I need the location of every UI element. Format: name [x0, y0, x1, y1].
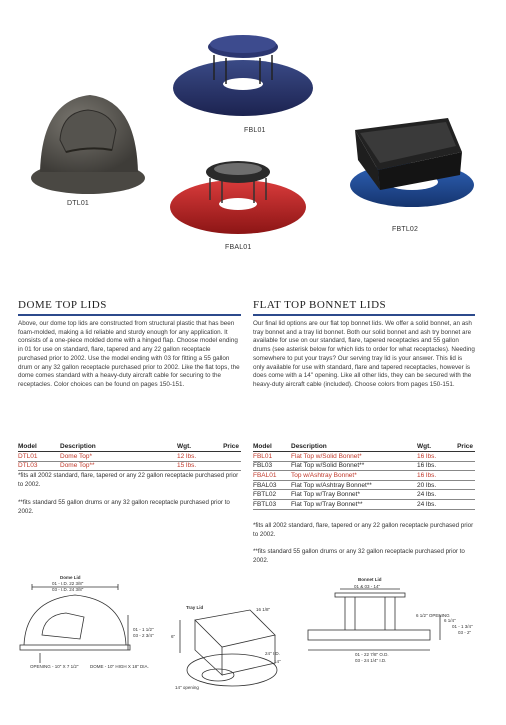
- price-cell: [449, 490, 475, 500]
- bonnet-drawing-opening: 6 1/2" OPENING: [416, 613, 450, 618]
- table-row: [253, 499, 475, 509]
- tray-drawing-opening: 14" opening: [175, 685, 199, 690]
- dome-drawing-opening: OPENING - 10" X 7 1/2": [30, 664, 79, 669]
- description-cell: Flat Top w/Tray Bonnet**: [291, 499, 417, 509]
- caption-fbal01: FBAL01: [225, 244, 252, 251]
- dome-drawing-height-03: 03 - 2 3/4": [133, 633, 154, 638]
- price-cell: [213, 461, 241, 471]
- col-price: Price: [449, 443, 475, 452]
- tray-drawing-title: Tray Lid: [186, 605, 204, 610]
- model-cell: FBAL01: [253, 471, 291, 481]
- flat-note-1: *fits all 2002 standard, flare, tapered or any 22 gallon receptacle purchased prior to 2002.: [253, 522, 474, 538]
- dome-table-header: [18, 443, 241, 452]
- flat-description: Our final lid options are our flat top bonnet lids. We offer a solid bonnet, an ash tray bonnet and a tray lid bonnet. Both our solid bonnet and ash try bonnet are available for use on our standard, flare, tapered receptacles and 55 gallon drums (see asterisk below for which lids to order for what receptacles). Needing somewhere to put your trays? Our serving tray lid is your answer. This lid is only available for use with standard, flare and tapered receptacles, however is does come with a 14" opening. Like all other lids, they can be secured with the heavy-duty aircraft cable (included). Choose colors from pages 150-151.: [253, 320, 475, 388]
- description-cell: Flat Top w/Solid Bonnet**: [291, 461, 417, 471]
- col-weight: Wgt.: [417, 443, 449, 452]
- tray-lid-drawing: [180, 610, 277, 686]
- bonnet-drawing-side: 6 1/4": [444, 618, 456, 623]
- solid-bonnet-lid-photo: [173, 35, 313, 116]
- price-cell: [449, 452, 475, 462]
- model-cell: FBL01: [253, 452, 291, 462]
- dome-spec-table: [18, 443, 241, 471]
- model-cell: DTL03: [18, 461, 60, 471]
- dome-section-title: DOME TOP LIDS: [18, 299, 107, 311]
- bonnet-lid-drawing: [308, 589, 440, 650]
- model-cell: DTL01: [18, 452, 60, 462]
- model-cell: FBTL03: [253, 499, 291, 509]
- dome-description: Above, our dome top lids are constructed from structural plastic that has been foam-molded, making a lid reliable and sturdy enough for any application. It consists of a one-piece molded dome with a hinged flap. Choose model ending in 01 for use on standard, flare, tapered and any 22 gallon receptacle purchased prior to 2002. Use the model ending with 03 for fitting a 55 gallon drum or any 32 gallon receptacle purchased prior to 2002. Like the flat tops, the dome comes standard with a heavy-duty aircraft cable for securing to the receptacles. Color choices can be found on pages 150-151.: [18, 320, 240, 388]
- price-cell: [449, 480, 475, 490]
- model-cell: FBAL03: [253, 480, 291, 490]
- bonnet-drawing-title: Bonnet Lid: [358, 577, 382, 582]
- col-model: Model: [253, 443, 291, 452]
- flat-spec-table: [253, 443, 475, 510]
- caption-fbl01: FBL01: [244, 127, 266, 134]
- table-row: [253, 461, 475, 471]
- weight-cell: 16 lbs.: [417, 461, 449, 471]
- weight-cell: 16 lbs.: [417, 471, 449, 481]
- price-cell: [449, 461, 475, 471]
- weight-cell: 24 lbs.: [417, 490, 449, 500]
- weight-cell: 24 lbs.: [417, 499, 449, 509]
- ashtray-bonnet-lid-photo: [170, 161, 306, 234]
- table-row: [253, 471, 475, 481]
- tray-drawing-height: 6": [171, 634, 176, 639]
- tray-drawing-width: 16 1/8": [256, 607, 271, 612]
- dome-drawing-title: Dome Lid: [60, 575, 81, 580]
- col-description: Description: [291, 443, 417, 452]
- flat-section-title: FLAT TOP BONNET LIDS: [253, 299, 387, 311]
- flat-table-header: [253, 443, 475, 452]
- price-cell: [213, 452, 241, 462]
- caption-fbtl02: FBTL02: [392, 226, 419, 233]
- bonnet-drawing-bottom-03: 03 - 24 1/4" I.D.: [355, 658, 387, 663]
- caption-dtl01: DTL01: [67, 200, 90, 207]
- col-price: Price: [213, 443, 241, 452]
- price-cell: [449, 471, 475, 481]
- description-cell: Dome Top*: [60, 452, 177, 462]
- table-row: [18, 461, 241, 471]
- dome-drawing-dim-03: 03 - I.D. 24 3/8": [52, 587, 84, 592]
- bonnet-drawing-height-03: 03 - 2": [458, 630, 472, 635]
- table-row: [18, 452, 241, 462]
- product-photos: [0, 0, 506, 290]
- description-cell: Flat Top w/Ashtray Bonnet**: [291, 480, 417, 490]
- dome-section-rule: [18, 314, 241, 316]
- description-cell: Dome Top**: [60, 461, 177, 471]
- dome-drawing-dim-01: 01 - I.D. 22 3/8": [52, 581, 84, 586]
- tray-drawing-diameter: 24" I.D.: [265, 651, 280, 656]
- model-cell: FBL03: [253, 461, 291, 471]
- description-cell: Flat Top w/Solid Bonnet*: [291, 452, 417, 462]
- col-weight: Wgt.: [177, 443, 213, 452]
- col-model: Model: [18, 443, 60, 452]
- weight-cell: 20 lbs.: [417, 480, 449, 490]
- model-cell: FBTL02: [253, 490, 291, 500]
- table-row: [253, 480, 475, 490]
- table-row: [253, 490, 475, 500]
- description-cell: Top w/Ashtray Bonnet*: [291, 471, 417, 481]
- weight-cell: 16 lbs.: [417, 452, 449, 462]
- dome-drawing-dome: DOME - 10" HIGH X 18" DIA.: [90, 664, 149, 669]
- price-cell: [449, 499, 475, 509]
- weight-cell: 15 lbs.: [177, 461, 213, 471]
- col-description: Description: [60, 443, 177, 452]
- flat-section-rule: [253, 314, 475, 316]
- tray-drawing-depth: 14": [274, 659, 281, 664]
- bonnet-drawing-bottom-01: 01 - 22 7/8" O.D.: [355, 652, 389, 657]
- dome-note-1: *fits all 2002 standard, flare, tapered or any 22 gallon receptacle purchased prior to 2002.: [18, 472, 239, 488]
- dome-lid-drawing: [20, 584, 130, 663]
- description-cell: Flat Top w/Tray Bonnet*: [291, 490, 417, 500]
- bonnet-drawing-top: 01 & 03 - 14": [354, 584, 381, 589]
- weight-cell: 12 lbs.: [177, 452, 213, 462]
- dome-drawing-height-01: 01 - 1 1/2": [133, 627, 154, 632]
- bonnet-drawing-height-01: 01 - 1 3/4": [452, 624, 473, 629]
- table-row: [253, 452, 475, 462]
- dome-note-2: **fits standard 55 gallon drums or any 32 gallon receptacle purchased prior to 2002.: [18, 499, 230, 515]
- flat-note-2: **fits standard 55 gallon drums or any 32 gallon receptacle purchased prior to 2002.: [253, 548, 465, 564]
- tray-bonnet-lid-photo: [350, 118, 474, 207]
- dome-lid-photo: [31, 95, 145, 194]
